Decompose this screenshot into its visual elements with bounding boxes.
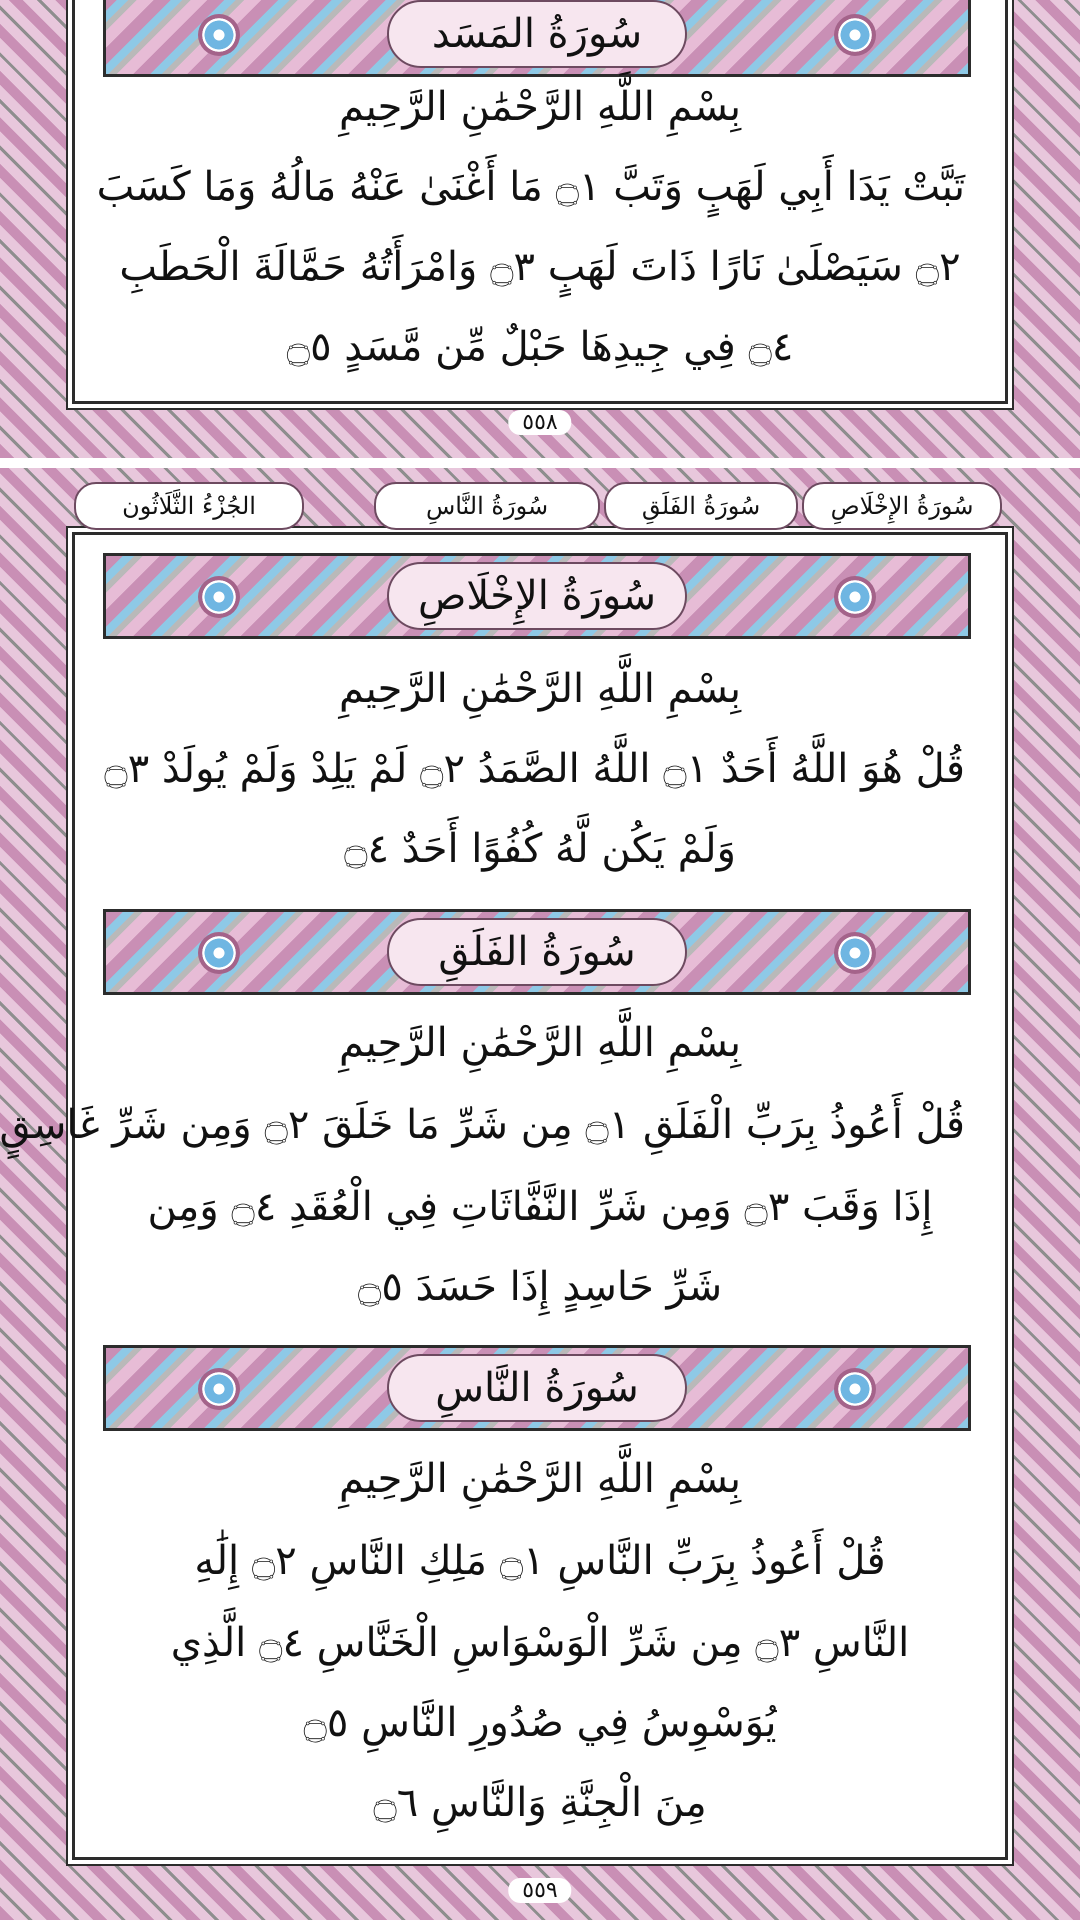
surah-banner-falaq	[103, 909, 971, 995]
rosette-icon	[198, 576, 240, 618]
page-divider	[0, 458, 1080, 468]
basmala: بِسْمِ اللَّهِ الرَّحْمَٰنِ الرَّحِيمِ	[338, 84, 742, 130]
page-558	[0, 0, 1080, 458]
page-header	[0, 474, 1080, 536]
juz-label: الجُزْءُ الثَّلَاثُون	[74, 482, 304, 530]
surah-title: سُورَةُ النَّاسِ	[387, 1354, 687, 1422]
rosette-icon	[198, 14, 240, 56]
page-number: ٥٥٩	[508, 1878, 571, 1903]
header-tab-nas[interactable]: سُورَةُ النَّاسِ	[374, 482, 600, 530]
verse-line: ۝٤ فِي جِيدِهَا حَبْلٌ مِّن مَّسَدٍ ۝٥	[286, 324, 794, 370]
basmala: بِسْمِ اللَّهِ الرَّحْمَٰنِ الرَّحِيمِ	[338, 1020, 742, 1066]
rosette-icon	[834, 576, 876, 618]
verse-line: شَرِّ حَاسِدٍ إِذَا حَسَدَ ۝٥	[357, 1264, 723, 1310]
surah-banner-nas	[103, 1345, 971, 1431]
verse-line: مِنَ الْجِنَّةِ وَالنَّاسِ ۝٦	[373, 1780, 707, 1826]
basmala: بِسْمِ اللَّهِ الرَّحْمَٰنِ الرَّحِيمِ	[338, 666, 742, 712]
verse-line: قُلْ أَعُوذُ بِرَبِّ النَّاسِ ۝١ مَلِكِ النَّاسِ ۝٢ إِلَٰهِ	[194, 1538, 886, 1584]
verse-line: قُلْ أَعُوذُ بِرَبِّ الْفَلَقِ ۝١ مِن شَرِّ مَا خَلَقَ ۝٢ وَمِن شَرِّ غَاسِقٍ	[0, 1102, 965, 1148]
rosette-icon	[198, 932, 240, 974]
rosette-icon	[834, 932, 876, 974]
surah-title: سُورَةُ المَسَد	[387, 0, 687, 68]
verse-line: يُوَسْوِسُ فِي صُدُورِ النَّاسِ ۝٥	[303, 1700, 777, 1746]
verse-line: إِذَا وَقَبَ ۝٣ وَمِن شَرِّ النَّفَّاثَاتِ فِي الْعُقَدِ ۝٤ وَمِن	[147, 1184, 933, 1230]
surah-banner-masad	[103, 0, 971, 77]
verse-line: تَبَّتْ يَدَا أَبِي لَهَبٍ وَتَبَّ ۝١ مَا أَغْنَىٰ عَنْهُ مَالُهُ وَمَا كَسَبَ	[96, 164, 965, 210]
surah-title: سُورَةُ الفَلَقِ	[387, 918, 687, 986]
header-tab-falaq[interactable]: سُورَةُ الفَلَقِ	[604, 482, 798, 530]
rosette-icon	[198, 1368, 240, 1410]
rosette-icon	[834, 14, 876, 56]
surah-banner-ikhlas	[103, 553, 971, 639]
header-tab-ikhlas[interactable]: سُورَةُ الإِخْلَاصِ	[802, 482, 1002, 530]
rosette-icon	[834, 1368, 876, 1410]
verse-line: قُلْ هُوَ اللَّهُ أَحَدٌ ۝١ اللَّهُ الصَّمَدُ ۝٢ لَمْ يَلِدْ وَلَمْ يُولَدْ ۝٣	[104, 746, 965, 792]
page-number: ٥٥٨	[508, 410, 571, 435]
basmala: بِسْمِ اللَّهِ الرَّحْمَٰنِ الرَّحِيمِ	[338, 1456, 742, 1502]
verse-line: النَّاسِ ۝٣ مِن شَرِّ الْوَسْوَاسِ الْخَنَّاسِ ۝٤ الَّذِي	[170, 1620, 910, 1666]
surah-title: سُورَةُ الإِخْلَاصِ	[387, 562, 687, 630]
verse-line: ۝٢ سَيَصْلَىٰ نَارًا ذَاتَ لَهَبٍ ۝٣ وَامْرَأَتُهُ حَمَّالَةَ الْحَطَبِ	[119, 244, 961, 290]
page-559	[0, 468, 1080, 1920]
verse-line: وَلَمْ يَكُن لَّهُ كُفُوًا أَحَدٌ ۝٤	[344, 826, 736, 872]
text-area	[72, 0, 1008, 404]
text-area	[0, 532, 1008, 1860]
